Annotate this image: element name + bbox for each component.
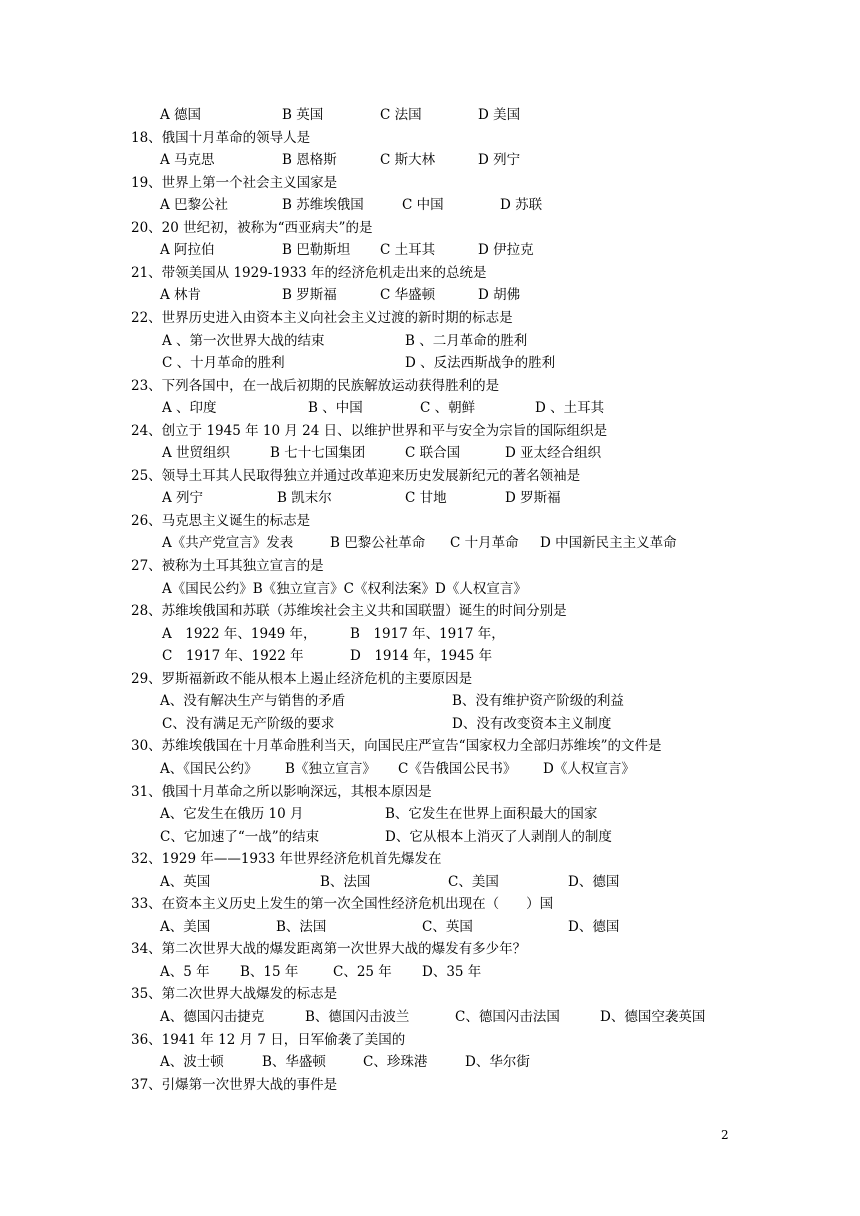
answer-option: A、《国民公约》 xyxy=(160,760,258,777)
answer-option: D 亚太经合组织 xyxy=(505,445,602,462)
question-text: 37、引爆第一次世界大战的事件是 xyxy=(131,1076,338,1093)
question-text: 30、苏维埃俄国在十月革命胜利当天，向国民庄严宣告“国家权力全部归苏维埃”的文件是 xyxy=(131,738,662,755)
answer-option: C、美国 xyxy=(448,873,499,890)
option-line xyxy=(0,149,860,172)
option-line xyxy=(0,1051,860,1074)
answer-option: B、法国 xyxy=(320,873,371,890)
answer-option: A 马克思 xyxy=(160,152,215,169)
answer-option: B《独立宣言》 xyxy=(285,760,376,777)
option-line xyxy=(0,487,860,510)
question-text: 33、在资本主义历史上发生的第一次全国性经济危机出现在（ ）国 xyxy=(131,896,554,913)
answer-option: A 世贸组织 xyxy=(162,445,231,462)
question-text: 35、第二次世界大战爆发的标志是 xyxy=(131,986,338,1003)
answer-option: B、15 年 xyxy=(240,963,299,980)
option-line xyxy=(0,284,860,307)
option-line xyxy=(0,352,860,375)
answer-option: B、它发生在世界上面积最大的国家 xyxy=(385,806,598,823)
answer-option: B 巴黎公社革命 xyxy=(330,535,426,552)
question-text: 28、苏维埃俄国和苏联（苏维埃社会主义共和国联盟）诞生的时间分别是 xyxy=(131,603,567,620)
answer-option: C 十月革命 xyxy=(450,535,519,552)
answer-option: D 列宁 xyxy=(478,152,521,169)
answer-option: D 美国 xyxy=(478,107,521,123)
question-text: 31、俄国十月革命之所以影响深远，其根本原因是 xyxy=(131,783,432,800)
question-text: 26、马克思主义诞生的标志是 xyxy=(131,512,311,529)
option-line xyxy=(0,916,860,939)
answer-option: B 、中国 xyxy=(308,400,363,417)
answer-option: C 法国 xyxy=(380,107,422,123)
answer-option: B 罗斯福 xyxy=(282,287,337,304)
option-line xyxy=(0,239,860,262)
option-line xyxy=(0,645,860,668)
answer-option: C、英国 xyxy=(422,918,473,935)
answer-option: D《人权宣言》 xyxy=(543,760,635,777)
answer-option: C 、朝鲜 xyxy=(420,400,476,417)
answer-option: A 、印度 xyxy=(162,400,217,417)
answer-option: A 阿拉伯 xyxy=(160,242,215,259)
question-text: 24、创立于 1945 年 10 月 24 日、以维护世界和平与安全为宗旨的国际组织是 xyxy=(131,422,608,439)
answer-option: A 德国 xyxy=(160,107,202,123)
answer-option: B 巴勒斯坦 xyxy=(282,242,351,259)
answer-option: A《国民公约》B《独立宣言》C《权利法案》D《人权宣言》 xyxy=(162,580,527,597)
answer-option: D、35 年 xyxy=(422,963,482,980)
option-line xyxy=(0,442,860,465)
question-text: 19、世界上第一个社会主义国家是 xyxy=(131,174,338,191)
answer-option: A 林肯 xyxy=(160,287,202,304)
answer-option: C 土耳其 xyxy=(380,242,436,259)
answer-option: D、德国 xyxy=(568,918,620,935)
answer-option: C、它加速了“一战”的结束 xyxy=(160,828,320,845)
option-line xyxy=(0,961,860,984)
answer-option: D、它从根本上消灭了人剥削人的制度 xyxy=(385,828,612,845)
option-line xyxy=(0,397,860,420)
answer-option: C、25 年 xyxy=(333,963,392,980)
answer-option: C 联合国 xyxy=(405,445,461,462)
question-text: 18、俄国十月革命的领导人是 xyxy=(131,129,311,146)
question-text: 25、领导土耳其人民取得独立并通过改革迎来历史发展新纪元的著名领袖是 xyxy=(131,467,581,484)
answer-option: D 胡佛 xyxy=(478,287,521,304)
option-line xyxy=(0,1006,860,1029)
answer-option: A、没有解决生产与销售的矛盾 xyxy=(160,693,346,710)
answer-option: C、没有满足无产阶级的要求 xyxy=(162,715,335,732)
answer-option: B 1917 年、1917 年， xyxy=(350,625,505,642)
answer-option: D、华尔街 xyxy=(465,1054,530,1071)
question-text: 20、20 世纪初，被称为“西亚病夫”的是 xyxy=(131,219,373,236)
option-line xyxy=(0,871,860,894)
answer-option: B、法国 xyxy=(276,918,327,935)
question-text: 22、世界历史进入由资本主义向社会主义过渡的新时期的标志是 xyxy=(131,309,513,326)
answer-option: C、珍珠港 xyxy=(363,1054,428,1071)
answer-option: B 英国 xyxy=(282,107,324,123)
answer-option: B 恩格斯 xyxy=(282,152,337,169)
answer-option: A 巴黎公社 xyxy=(160,197,229,214)
answer-option: D、没有改变资本主义制度 xyxy=(452,715,612,732)
answer-option: A、德国闪击捷克 xyxy=(160,1009,265,1025)
answer-option: C 、十月革命的胜利 xyxy=(162,355,285,372)
answer-option: B 、二月革命的胜利 xyxy=(405,332,528,349)
answer-option: B、华盛顿 xyxy=(262,1054,326,1071)
question-text: 29、罗斯福新政不能从根本上遏止经济危机的主要原因是 xyxy=(131,670,473,687)
answer-option: A 1922 年、1949 年， xyxy=(162,625,317,642)
question-text: 23、下列各国中，在一战后初期的民族解放运动获得胜利的是 xyxy=(131,377,500,394)
answer-option: A、5 年 xyxy=(160,963,210,980)
answer-option: D 罗斯福 xyxy=(505,490,561,507)
option-line xyxy=(0,713,860,736)
answer-option: C 华盛顿 xyxy=(380,287,436,304)
option-line xyxy=(0,826,860,849)
answer-option: C 1917 年、1922 年 xyxy=(162,648,304,665)
answer-option: A《共产党宣言》发表 xyxy=(162,535,294,552)
answer-option: A 列宁 xyxy=(162,490,204,507)
question-text: 32、1929 年——1933 年世界经济危机首先爆发在 xyxy=(131,851,442,868)
option-line xyxy=(0,690,860,713)
answer-option: C、德国闪击法国 xyxy=(455,1009,560,1025)
question-text: 36、1941 年 12 月 7 日，日军偷袭了美国的 xyxy=(131,1031,406,1048)
answer-option: D 伊拉克 xyxy=(478,242,534,259)
answer-option: A 、第一次世界大战的结束 xyxy=(162,332,325,349)
question-text: 34、第二次世界大战的爆发距离第一次世界大战的爆发有多少年？ xyxy=(131,941,527,958)
answer-option: C《告俄国公民书》 xyxy=(398,760,517,777)
answer-option: D 苏联 xyxy=(500,197,543,214)
answer-option: A、美国 xyxy=(160,918,211,935)
option-line xyxy=(0,758,860,781)
answer-option: D 中国新民主主义革命 xyxy=(540,535,677,552)
answer-option: B 苏维埃俄国 xyxy=(282,197,364,214)
option-line xyxy=(0,578,860,601)
page-number: 2 xyxy=(721,1128,729,1142)
option-line xyxy=(0,623,860,646)
answer-option: C 甘地 xyxy=(405,490,447,507)
option-line xyxy=(0,194,860,217)
answer-option: D、德国空袭英国 xyxy=(600,1009,706,1025)
answer-option: D、德国 xyxy=(568,873,620,890)
answer-option: D 、反法西斯战争的胜利 xyxy=(405,355,556,372)
option-line xyxy=(0,803,860,826)
option-line xyxy=(0,104,860,127)
question-text: 27、被称为土耳其独立宣言的是 xyxy=(131,558,324,574)
question-text: 21、带领美国从 1929-1933 年的经济危机走出来的总统是 xyxy=(131,264,487,281)
answer-option: D 1914 年，1945 年 xyxy=(350,648,493,665)
answer-option: A、英国 xyxy=(160,873,211,890)
answer-option: C 中国 xyxy=(402,197,444,214)
answer-option: D 、土耳其 xyxy=(535,400,605,417)
answer-option: A、它发生在俄历 10 月 xyxy=(160,806,304,823)
answer-option: B 七十七国集团 xyxy=(270,445,366,462)
option-line xyxy=(0,330,860,353)
answer-option: B、没有维护资产阶级的利益 xyxy=(452,693,624,710)
answer-option: B、德国闪击波兰 xyxy=(305,1009,410,1025)
answer-option: C 斯大林 xyxy=(380,152,436,169)
answer-option: B 凯末尔 xyxy=(277,490,332,507)
answer-option: A、波士顿 xyxy=(160,1054,224,1071)
option-line xyxy=(0,532,860,555)
